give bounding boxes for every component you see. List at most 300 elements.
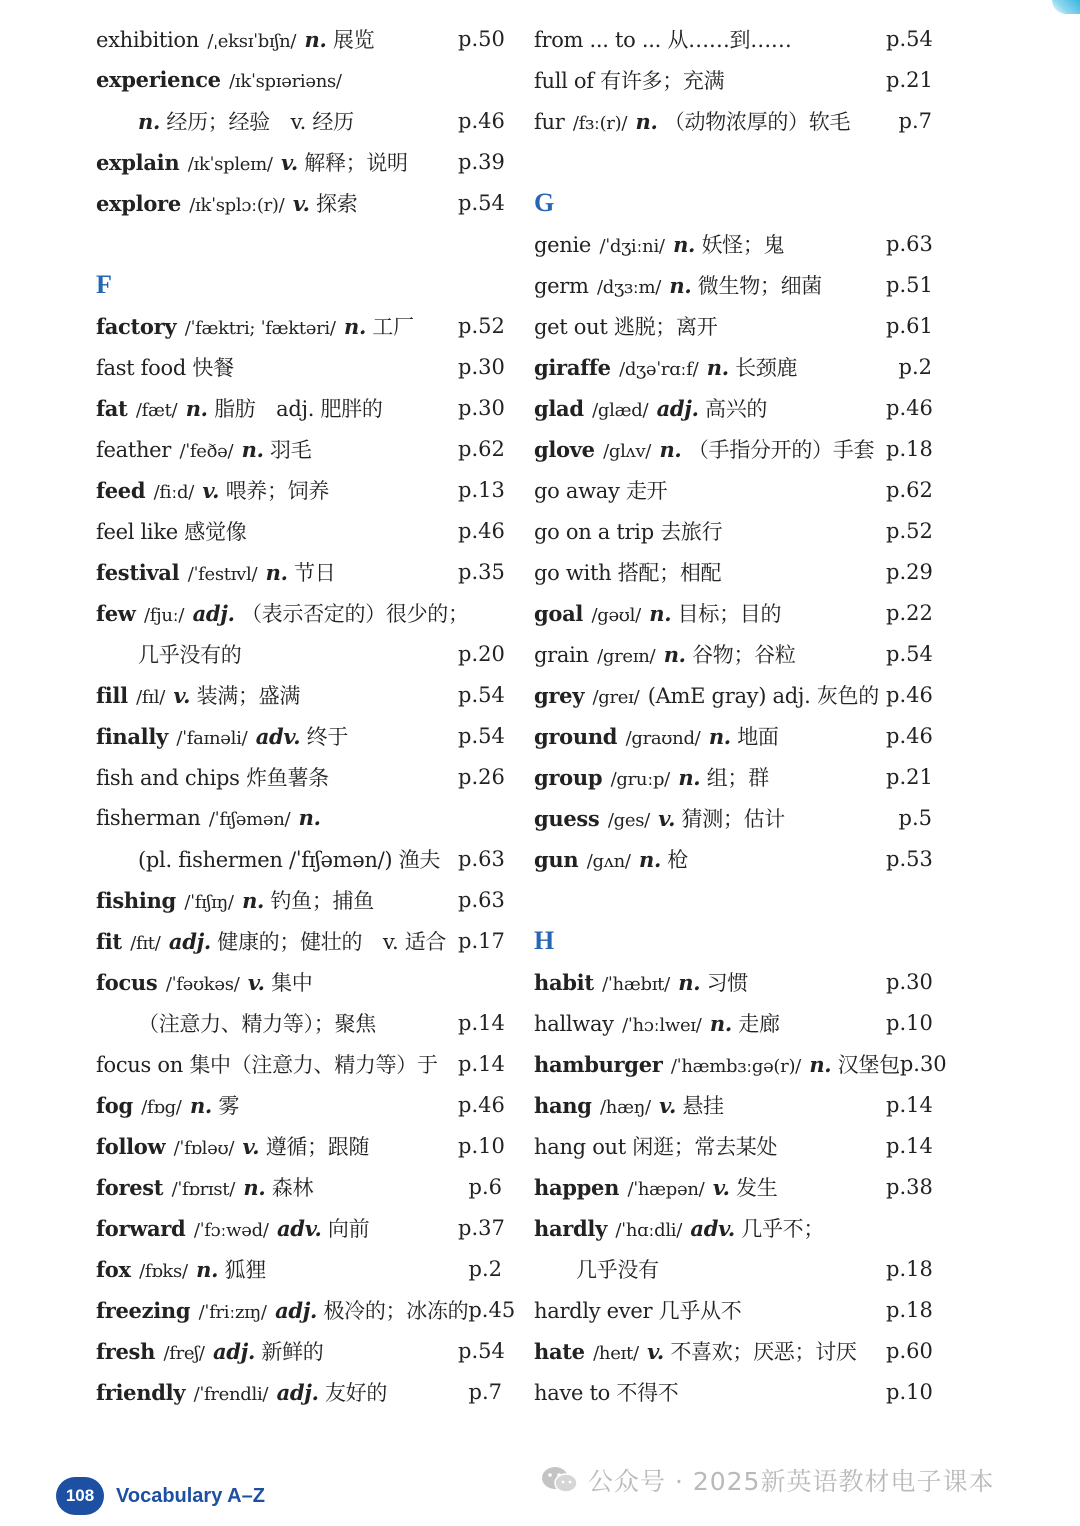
definition: 几乎不； bbox=[741, 1216, 825, 1241]
definition: 几乎没有的 bbox=[138, 642, 242, 667]
entry-row bbox=[534, 1084, 932, 1125]
phonetic: /fæt/ bbox=[135, 399, 178, 421]
phonetic: /ˈhɑːdli/ bbox=[615, 1219, 682, 1241]
definition: 炸鱼薯条 bbox=[246, 765, 329, 790]
entry-text bbox=[534, 65, 886, 95]
entry-row bbox=[534, 592, 932, 633]
definition: 枪 bbox=[667, 847, 689, 872]
phonetic: /hæŋ/ bbox=[600, 1096, 651, 1118]
entry-text bbox=[534, 1008, 886, 1038]
headword: hang bbox=[534, 1092, 592, 1118]
page-ref: p.22 bbox=[886, 600, 933, 625]
definition: （动物浓厚的）软毛 bbox=[663, 109, 851, 134]
definition: 有许多；充满 bbox=[600, 68, 725, 93]
page-ref: p.26 bbox=[458, 764, 505, 789]
part-of-speech: n. bbox=[138, 108, 160, 134]
entry-row bbox=[534, 59, 932, 100]
wechat-icon bbox=[540, 1465, 580, 1495]
headword: grey bbox=[534, 682, 585, 708]
headword: habit bbox=[534, 969, 594, 995]
page-ref: p.46 bbox=[458, 1092, 505, 1117]
part-of-speech: v. bbox=[658, 805, 676, 831]
entry-row bbox=[534, 1371, 932, 1412]
definition: 妖怪；鬼 bbox=[701, 232, 785, 257]
entry-text bbox=[534, 598, 886, 628]
entry-text bbox=[534, 803, 886, 833]
page-ref: p.30 bbox=[886, 969, 933, 994]
watermark-text: 公众号 · 2025新英语教材电子课本 bbox=[588, 1467, 995, 1496]
definition: 不得不 bbox=[616, 1380, 679, 1405]
watermark bbox=[540, 1462, 994, 1498]
definition: 习惯 bbox=[706, 970, 749, 995]
phonetic: /fɒks/ bbox=[139, 1260, 188, 1282]
entry-text bbox=[96, 67, 458, 92]
part-of-speech: n. bbox=[649, 600, 672, 626]
page-ref: p.6 bbox=[468, 1174, 502, 1199]
entry-row bbox=[96, 510, 505, 551]
entry-text bbox=[96, 885, 458, 915]
part-of-speech: adj. bbox=[656, 395, 699, 421]
part-of-speech: n. bbox=[678, 969, 701, 995]
entry-row bbox=[96, 961, 502, 1002]
entry-row bbox=[534, 305, 932, 346]
page-ref: p.54 bbox=[886, 26, 933, 51]
definition: 健康的；健壮的 v. 适合 bbox=[217, 929, 447, 954]
entry-text bbox=[96, 24, 458, 54]
entry-text bbox=[96, 967, 458, 997]
page-footer bbox=[56, 1477, 265, 1515]
phonetic: /ˈfɪʃɪŋ/ bbox=[184, 891, 234, 913]
headword: fog bbox=[96, 1092, 133, 1118]
headword: have to bbox=[534, 1380, 610, 1405]
phonetic: /ˈfeðə/ bbox=[179, 440, 234, 462]
entry-text bbox=[534, 1131, 886, 1161]
definition: 不喜欢；厌恶；讨厌 bbox=[670, 1339, 857, 1364]
entry-row bbox=[96, 59, 502, 100]
page-ref: p.62 bbox=[458, 436, 505, 461]
part-of-speech: n. bbox=[673, 231, 696, 257]
headword: hate bbox=[534, 1338, 585, 1364]
entry-text bbox=[534, 516, 886, 546]
page-ref: p.14 bbox=[886, 1092, 933, 1117]
definition: 工厂 bbox=[372, 314, 414, 339]
phonetic: /dʒəˈrɑːf/ bbox=[619, 358, 699, 380]
section-gap bbox=[534, 141, 932, 182]
headword: festival bbox=[96, 559, 180, 585]
entry-text bbox=[96, 1049, 458, 1079]
part-of-speech: adj. bbox=[168, 928, 211, 954]
definition: 地面 bbox=[737, 724, 779, 749]
right-column bbox=[534, 18, 947, 1412]
entry-row bbox=[534, 346, 932, 387]
phonetic: /ˈdʒiːni/ bbox=[599, 235, 665, 257]
part-of-speech: v. bbox=[712, 1174, 730, 1200]
entry-row bbox=[534, 18, 932, 59]
definition: 悬挂 bbox=[682, 1093, 724, 1118]
entry-row bbox=[534, 1166, 932, 1207]
entry-row bbox=[96, 879, 505, 920]
headword: germ bbox=[534, 273, 589, 298]
headword: fox bbox=[96, 1256, 131, 1282]
phonetic: /ˈfəʊkəs/ bbox=[165, 973, 240, 995]
part-of-speech: n. bbox=[304, 26, 327, 52]
phonetic: /fɒg/ bbox=[141, 1096, 182, 1118]
definition: 几乎没有 bbox=[576, 1257, 659, 1282]
definition: 极冷的；冰冻的 bbox=[323, 1298, 469, 1323]
page-ref: p.50 bbox=[458, 26, 505, 51]
phonetic: /greɪn/ bbox=[597, 645, 656, 667]
entry-text bbox=[534, 24, 886, 54]
entry-text bbox=[96, 1377, 458, 1407]
part-of-speech: v. bbox=[292, 190, 310, 216]
page-ref: p.54 bbox=[458, 190, 505, 215]
headword: fur bbox=[534, 109, 565, 134]
headword: hardly bbox=[534, 1215, 608, 1241]
page-ref: p.54 bbox=[458, 723, 505, 748]
entry-row bbox=[534, 797, 932, 838]
part-of-speech: adj. bbox=[212, 1338, 255, 1364]
definition: 集中（注意力、精力等）于 bbox=[189, 1052, 438, 1077]
phonetic: /heɪt/ bbox=[593, 1342, 639, 1364]
phonetic: /ɪkˈsplɔː(r)/ bbox=[189, 194, 285, 216]
page-ref: p.51 bbox=[886, 272, 933, 297]
headword: ground bbox=[534, 723, 618, 749]
definition: 节日 bbox=[294, 560, 336, 585]
part-of-speech: v. bbox=[242, 1133, 260, 1159]
phonetic: /fɪt/ bbox=[130, 932, 161, 954]
entry-row bbox=[96, 1125, 505, 1166]
headword: full of bbox=[534, 68, 594, 93]
entry-row bbox=[96, 1207, 505, 1248]
page-ref: p.38 bbox=[886, 1174, 933, 1199]
page-ref: p.37 bbox=[458, 1215, 505, 1240]
definition: 集中 bbox=[271, 970, 313, 995]
part-of-speech: v. bbox=[281, 149, 298, 175]
phonetic: /greɪ/ bbox=[592, 686, 640, 708]
entry-text bbox=[96, 1008, 458, 1038]
entry-text bbox=[96, 516, 458, 546]
entry-row bbox=[96, 305, 505, 346]
entry-text bbox=[534, 1049, 900, 1079]
entry-row bbox=[96, 182, 505, 223]
headword: fast food bbox=[96, 355, 186, 380]
headword: get out bbox=[534, 314, 608, 339]
part-of-speech: n. bbox=[709, 1010, 732, 1036]
definition: 发生 bbox=[736, 1175, 778, 1200]
definition: 高兴的 bbox=[705, 396, 768, 421]
part-of-speech: n. bbox=[241, 436, 264, 462]
footer-title: Vocabulary A–Z bbox=[116, 1484, 265, 1507]
page-ref: p.30 bbox=[458, 354, 505, 379]
part-of-speech: n. bbox=[635, 108, 658, 134]
phonetic: /ˈhæbɪt/ bbox=[602, 973, 670, 995]
page-ref: p.2 bbox=[468, 1256, 502, 1281]
headword: hardly ever bbox=[534, 1298, 653, 1323]
phonetic: /fɜː(r)/ bbox=[572, 112, 628, 134]
entry-row bbox=[96, 1084, 505, 1125]
page-ref: p.54 bbox=[458, 682, 505, 707]
part-of-speech: n. bbox=[242, 887, 265, 913]
definition: 感觉像 bbox=[184, 519, 247, 544]
entry-text bbox=[96, 106, 458, 136]
definition: 羽毛 bbox=[270, 437, 312, 462]
definition: （注意力、精力等）；聚焦 bbox=[138, 1011, 376, 1036]
part-of-speech: n. bbox=[708, 723, 731, 749]
entry-text bbox=[96, 147, 458, 177]
section-gap bbox=[534, 879, 932, 920]
page-ref: p.54 bbox=[458, 1338, 505, 1363]
entry-text bbox=[534, 434, 886, 464]
headword: guess bbox=[534, 805, 600, 831]
definition: 微生物；细菌 bbox=[697, 273, 822, 298]
page-ref: p.63 bbox=[458, 846, 505, 871]
part-of-speech: n. bbox=[185, 395, 208, 421]
entry-row bbox=[96, 674, 505, 715]
page-ref: p.30 bbox=[458, 395, 505, 420]
definition: 闲逛；常去某处 bbox=[632, 1134, 778, 1159]
page-ref: p.10 bbox=[886, 1379, 933, 1404]
page-ref: p.61 bbox=[886, 313, 933, 338]
entry-text bbox=[534, 229, 886, 259]
entry-text bbox=[96, 1213, 458, 1243]
part-of-speech: v. bbox=[202, 477, 220, 503]
entry-row bbox=[96, 715, 505, 756]
entry-text bbox=[534, 352, 886, 382]
entry-text bbox=[96, 188, 458, 218]
entry-row bbox=[534, 1207, 932, 1248]
headword: glad bbox=[534, 395, 584, 421]
page-ref: p.54 bbox=[886, 641, 933, 666]
phonetic: /fɪl/ bbox=[136, 686, 165, 708]
part-of-speech: n. bbox=[669, 272, 692, 298]
entry-row bbox=[534, 633, 932, 674]
page-ref: p.14 bbox=[886, 1133, 933, 1158]
phonetic: /fjuː/ bbox=[143, 604, 185, 626]
page-ref: p.10 bbox=[886, 1010, 933, 1035]
part-of-speech: n. bbox=[678, 764, 701, 790]
page-ref: p.18 bbox=[886, 1297, 933, 1322]
headword: fisherman bbox=[96, 806, 201, 830]
phonetic: /graʊnd/ bbox=[625, 727, 701, 749]
definition: 解释；说明 bbox=[304, 150, 408, 175]
headword: hallway bbox=[534, 1011, 614, 1036]
part-of-speech: v. bbox=[173, 682, 191, 708]
entry-text bbox=[534, 106, 886, 136]
definition: 喂养；饲养 bbox=[225, 478, 330, 503]
entry-row bbox=[534, 469, 932, 510]
headword: from ... to ... bbox=[534, 27, 662, 52]
entry-row bbox=[534, 223, 932, 264]
page-ref: p.60 bbox=[886, 1338, 933, 1363]
definition: 猜测；估计 bbox=[681, 806, 785, 831]
part-of-speech: n. bbox=[706, 354, 729, 380]
page-ref: p.20 bbox=[458, 641, 505, 666]
entry-text bbox=[96, 1295, 468, 1325]
phonetic: /ˈhɔːlweɪ/ bbox=[622, 1014, 702, 1036]
phonetic: /ˌeksɪˈbɪʃn/ bbox=[207, 30, 297, 52]
entry-row bbox=[534, 510, 932, 551]
part-of-speech: adj. bbox=[275, 1297, 318, 1323]
part-of-speech: n. bbox=[265, 559, 288, 585]
entry-text bbox=[96, 926, 458, 956]
definition: 目标；目的 bbox=[677, 601, 782, 626]
entry-text bbox=[96, 1131, 458, 1161]
page-ref: p.7 bbox=[468, 1379, 502, 1404]
definition: (AmE gray) adj. 灰色的 bbox=[647, 683, 879, 708]
entry-text bbox=[534, 1254, 886, 1284]
entry-text bbox=[534, 557, 886, 587]
page-ref: p.2 bbox=[898, 354, 932, 379]
headword: genie bbox=[534, 232, 592, 257]
entry-text bbox=[534, 1172, 886, 1202]
phonetic: /fiːd/ bbox=[153, 481, 194, 503]
left-column bbox=[96, 18, 516, 1412]
entry-text bbox=[96, 762, 458, 792]
entry-text bbox=[534, 1336, 886, 1366]
headword: go away bbox=[534, 478, 620, 503]
page-ref: p.53 bbox=[886, 846, 933, 871]
definition: 新鲜的 bbox=[261, 1339, 324, 1364]
headword: experience bbox=[96, 67, 221, 92]
headword: fresh bbox=[96, 1338, 156, 1364]
page-ref: p.45 bbox=[468, 1297, 516, 1322]
entry-row bbox=[534, 1289, 932, 1330]
page-ref: p.29 bbox=[886, 559, 933, 584]
entry-text bbox=[96, 598, 469, 628]
definition: (pl. fishermen /ˈfɪʃəmən/) 渔夫 bbox=[138, 847, 441, 872]
part-of-speech: n. bbox=[344, 313, 367, 339]
part-of-speech: v. bbox=[247, 969, 265, 995]
entry-row bbox=[534, 838, 932, 879]
headword: fish and chips bbox=[96, 765, 240, 790]
headword: fishing bbox=[96, 887, 176, 913]
entry-text bbox=[534, 844, 886, 874]
definition: 钓鱼；捕鱼 bbox=[270, 888, 374, 913]
headword: factory bbox=[96, 313, 177, 339]
entry-text bbox=[534, 1213, 886, 1243]
entry-continuation bbox=[96, 100, 505, 141]
definition: 走廊 bbox=[738, 1011, 780, 1036]
phonetic: /gʌn/ bbox=[586, 850, 631, 872]
page-ref: p.46 bbox=[458, 108, 505, 133]
entry-row bbox=[534, 961, 932, 1002]
definition: 走开 bbox=[625, 478, 668, 503]
entry-row bbox=[96, 1248, 502, 1289]
headword: fit bbox=[96, 928, 122, 954]
page-ref: p.21 bbox=[886, 764, 933, 789]
entry-text bbox=[96, 680, 458, 710]
headword: go on a trip bbox=[534, 519, 654, 544]
phonetic: /ˈfɒrɪst/ bbox=[171, 1178, 235, 1200]
entry-text bbox=[96, 1090, 458, 1120]
section-letter: H bbox=[534, 925, 555, 955]
part-of-speech: adj. bbox=[192, 600, 235, 626]
entry-text bbox=[96, 844, 458, 874]
entry-text bbox=[534, 270, 886, 300]
entry-continuation bbox=[96, 838, 505, 879]
definition: 友好的 bbox=[324, 1380, 388, 1405]
definition: 终于 bbox=[306, 724, 349, 749]
entry-text bbox=[534, 393, 886, 423]
entry-text bbox=[534, 680, 886, 710]
definition: 向前 bbox=[327, 1216, 370, 1241]
page-ref: p.52 bbox=[458, 313, 505, 338]
phonetic: /ˈhæmbɜːgə(r)/ bbox=[670, 1055, 801, 1077]
headword: focus on bbox=[96, 1052, 183, 1077]
entry-row bbox=[96, 387, 505, 428]
headword: fill bbox=[96, 682, 128, 708]
entry-text bbox=[534, 1295, 886, 1325]
definition: 谷物；谷粒 bbox=[692, 642, 796, 667]
phonetic: /glʌv/ bbox=[603, 440, 652, 462]
definition: 搭配；相配 bbox=[617, 560, 722, 585]
part-of-speech: n. bbox=[639, 846, 662, 872]
headword: happen bbox=[534, 1174, 620, 1200]
entry-text bbox=[96, 311, 458, 341]
headword: friendly bbox=[96, 1379, 186, 1405]
headword: follow bbox=[96, 1133, 166, 1159]
entry-row bbox=[534, 1043, 947, 1084]
headword: go with bbox=[534, 560, 612, 585]
page-ref: p.63 bbox=[458, 887, 505, 912]
headword: finally bbox=[96, 723, 168, 749]
headword: gun bbox=[534, 846, 579, 872]
section-gap bbox=[96, 223, 502, 264]
definition: 森林 bbox=[271, 1175, 314, 1200]
page-ref: p.46 bbox=[886, 723, 933, 748]
entry-text bbox=[96, 557, 458, 587]
page-number-badge: 108 bbox=[56, 1477, 104, 1515]
page-ref: p.7 bbox=[898, 108, 932, 133]
entry-row bbox=[96, 1371, 502, 1412]
entry-text bbox=[96, 1336, 458, 1366]
definition: 逃脱；离开 bbox=[613, 314, 718, 339]
entry-text bbox=[96, 805, 458, 830]
section-letter: F bbox=[96, 269, 112, 299]
definition: 装满；盛满 bbox=[196, 683, 301, 708]
entry-continuation bbox=[534, 1248, 932, 1289]
phonetic: /ɪkˈspleɪn/ bbox=[187, 153, 273, 175]
page-ref: p.46 bbox=[886, 682, 933, 707]
definition: 探索 bbox=[316, 191, 358, 216]
entry-row bbox=[96, 18, 505, 59]
entry-row bbox=[96, 920, 505, 961]
headword: explore bbox=[96, 190, 181, 216]
entry-text bbox=[96, 1254, 458, 1284]
definition: （表示否定的）很少的； bbox=[240, 601, 469, 626]
phonetic: /dʒɜːm/ bbox=[597, 276, 662, 298]
phonetic: /freʃ/ bbox=[163, 1342, 205, 1364]
headword: exhibition bbox=[96, 27, 199, 52]
definition: 长颈鹿 bbox=[735, 355, 798, 380]
entry-row bbox=[96, 756, 505, 797]
entry-text bbox=[534, 1090, 886, 1120]
definition: 脂肪 adj. 肥胖的 bbox=[214, 396, 383, 421]
page-ref: p.62 bbox=[886, 477, 933, 502]
entry-row bbox=[96, 1330, 505, 1371]
headword: fat bbox=[96, 395, 128, 421]
part-of-speech: n. bbox=[809, 1051, 832, 1077]
definition: 经历；经验 v. 经历 bbox=[166, 109, 354, 134]
headword: giraffe bbox=[534, 354, 611, 380]
section-letter: G bbox=[534, 187, 555, 217]
entry-row bbox=[534, 1002, 932, 1043]
definition: 遵循；跟随 bbox=[265, 1134, 370, 1159]
part-of-speech: adv. bbox=[255, 723, 301, 749]
entry-row bbox=[534, 387, 932, 428]
entry-row bbox=[534, 715, 932, 756]
page-ref: p.14 bbox=[458, 1010, 505, 1035]
